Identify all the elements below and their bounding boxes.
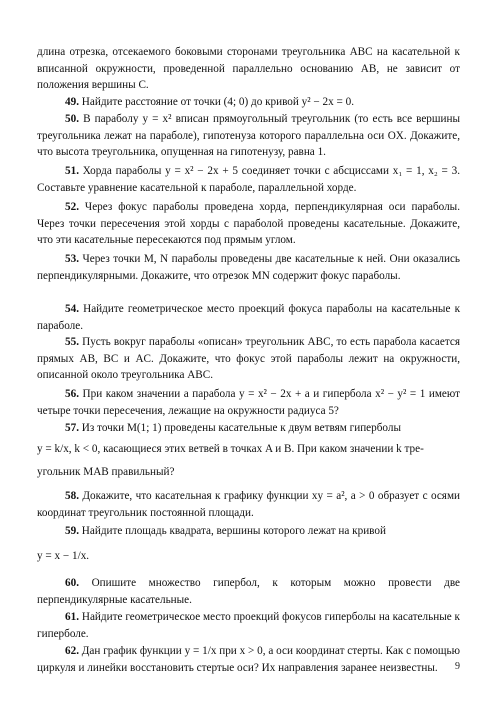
- problem-text: Найдите геометрическое место проекций фокусов гиперболы на касательные к гиперболе.: [37, 611, 460, 640]
- problem-text: Найдите площадь квадрата, вершины которого лежат на кривой: [81, 525, 386, 537]
- problem-57-formula-line: [37, 441, 460, 458]
- problem-number: 58.: [65, 490, 79, 502]
- problem-text: Через фокус параболы проведена хорда, перпендикулярная оси параболы. Через точки пересечения этой хорды с параболой проведены касательные. Докажите, что эти касательные пересекаются под прямым углом.: [37, 201, 460, 247]
- problem-51: [37, 163, 460, 196]
- problem-number: 54.: [65, 303, 79, 315]
- problem-50: [37, 111, 460, 161]
- problem-text: угольник MAB правильный?: [37, 466, 175, 478]
- problem-62: [37, 643, 460, 676]
- page-number: 9: [455, 661, 460, 672]
- problem-text: При каком значении a парабола y = x² − 2x + a и гипербола x² − y² = 1 имеют четыре точки пересечения, лежащие на окружности радиуса 5?: [37, 388, 460, 417]
- problem-61: [37, 609, 460, 642]
- problem-text: Найдите расстояние от точки (4; 0) до кривой y² − 2x = 0.: [81, 96, 355, 108]
- problem-60: [37, 575, 460, 608]
- problem-54: [37, 301, 460, 334]
- problem-text: y = k/x, k < 0, касающиеся этих ветвей в точках A и B. При каком значении k тре-: [37, 443, 424, 455]
- problem-text: Дан график функции y = 1/x при x > 0, а оси координат стерты. Как с помощью циркуля и линейки восстановить стертые оси? Их направления заранее неизвестны.: [37, 645, 460, 674]
- problem-number: 60.: [65, 577, 79, 589]
- problem-57: [37, 420, 460, 437]
- problem-text: Найдите геометрическое место проекций фокуса параболы на касательные к параболе.: [37, 303, 461, 332]
- problem-58: [37, 488, 460, 521]
- problem-56: [37, 386, 460, 419]
- problem-49: [37, 94, 460, 111]
- problem-text: Через точки M, N параболы проведены две касательные к ней. Они оказались перпендикулярными. Докажите, что отрезок MN содержит фокус параболы.: [37, 253, 461, 282]
- problem-number: 57.: [65, 422, 79, 434]
- problem-text: y = x − 1/x.: [37, 550, 90, 562]
- problem-number: 55.: [65, 336, 79, 348]
- problem-number: 49.: [65, 96, 79, 108]
- problem-number: 53.: [65, 253, 79, 265]
- problem-number: 61.: [65, 611, 79, 623]
- problem-number: 50.: [65, 113, 79, 125]
- problem-text: Хорда параболы y = x² − 2x + 5 соединяет точки с абсциссами x₁ = 1, x₂ = 3. Составьте уравнение касательной к параболе, параллельной хорде.: [37, 165, 461, 194]
- problem-number: 52.: [65, 201, 79, 213]
- paragraph-text: длина отрезка, отсекаемого боковыми сторонами треугольника ABC на касательной к вписанной окружности, проведенной параллельно основанию AB, не зависит от положения вершины C.: [37, 46, 460, 92]
- problem-number: 51.: [65, 165, 79, 177]
- problem-53: [37, 251, 460, 284]
- problem-text: Из точки M(1; 1) проведены касательные к двум ветвям гиперболы: [81, 422, 401, 434]
- problem-text: Пусть вокруг параболы «описан» треугольник ABC, то есть парабола касается прямых AB, BC и AC. Докажите, что фокус этой параболы лежит на окружности, описанной около треугольника ABC.: [37, 336, 461, 382]
- problem-number: 62.: [65, 645, 79, 657]
- problem-text: В параболу y = x² вписан прямоугольный треугольник (то есть все вершины треугольника лежат на параболе), гипотенуза которого параллельна оси OX. Докажите, что высота треугольника, опущенная на гипотенузу, равна 1.: [37, 113, 460, 159]
- problem-57-last-line: [37, 464, 460, 481]
- problem-text: Докажите, что касательная к графику функции xy = a², a > 0 образует с осями координат треугольник постоянной площади.: [37, 490, 461, 519]
- paragraph-continuation: [37, 44, 460, 94]
- problem-text: Опишите множество гипербол, к которым можно провести две перпендикулярные касательные.: [37, 577, 461, 606]
- problem-number: 56.: [65, 388, 79, 400]
- problem-55: [37, 334, 460, 384]
- problem-59-formula-line: [37, 548, 460, 565]
- problem-number: 59.: [65, 525, 79, 537]
- problem-59: [37, 523, 460, 540]
- problem-52: [37, 199, 460, 249]
